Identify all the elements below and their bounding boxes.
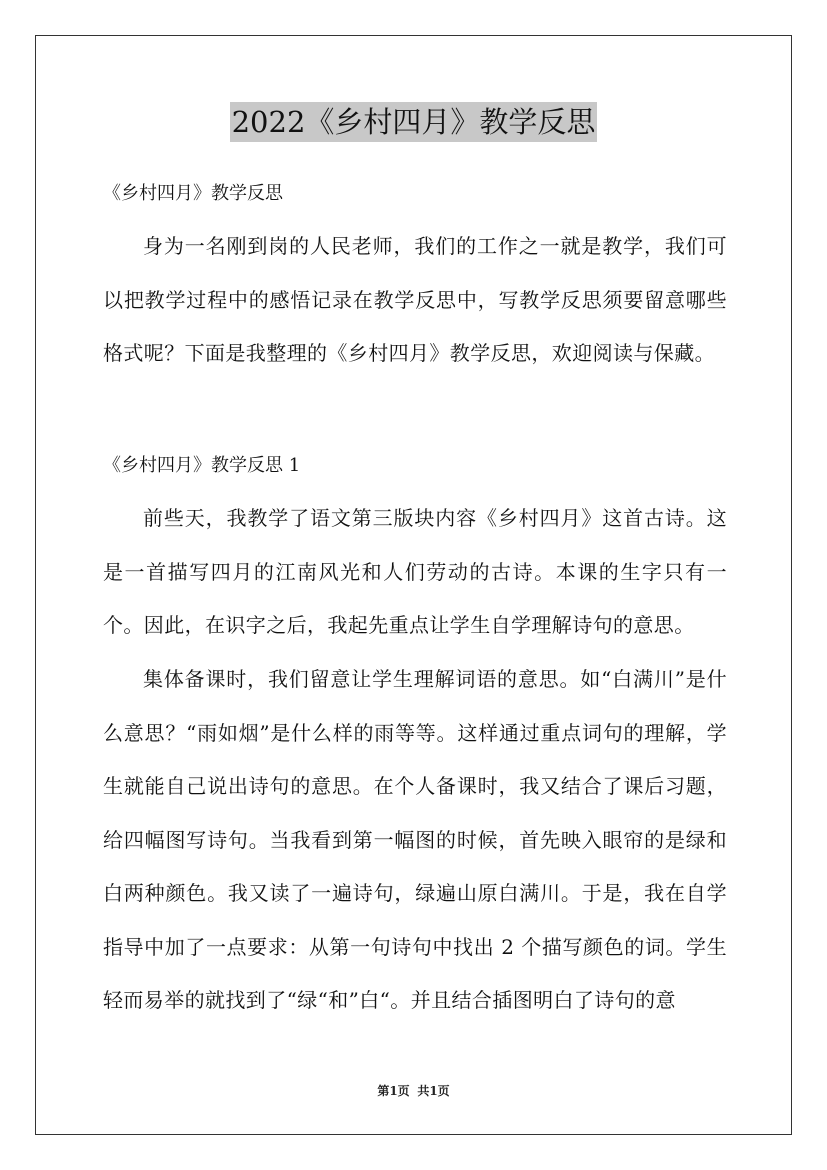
section-heading: 《乡村四月》教学反思 1 [103,455,301,476]
document-title: 2022《乡村四月》教学反思 [230,102,598,142]
title-wrap [0,102,827,142]
intro-paragraph: 身为一名刚到岗的人民老师，我们的工作之一就是教学，我们可以把教学过程中的感悟记录在教学反思中，写教学反思须要留意哪些格式呢？下面是我整理的《乡村四月》教学反思，欢迎阅读与保藏。 [103,234,727,365]
body-paragraph-1: 前些天，我教学了语文第三版块内容《乡村四月》这首古诗。这是一首描写四月的江南风光和人们劳动的古诗。本课的生字只有一个。因此，在识字之后，我起先重点让学生自学理解诗句的意思。 [103,506,727,637]
page-footer [0,1082,827,1100]
body-paragraph-2: 集体备课时，我们留意让学生理解词语的意思。如“白满川”是什么意思？“雨如烟”是什么样的雨等等。这样通过重点词句的理解，学生就能自己说出诗句的意思。在个人备课时，我又结合了课后习题，给四幅图写诗句。当我看到第一幅图的时候，首先映入眼帘的是绿和白两种颜色。我又读了一遍诗句，绿遍山原白满川。于是，我在自学指导中加了一点要求：从第一句诗句中找出 2 个描写颜色的词。学生轻而易举的就找到了“绿“和”白“。并且结合插图明白了诗句的意 [103,667,727,1012]
page-total: 共1页 [417,1084,450,1098]
intro-heading: 《乡村四月》教学反思 [103,183,283,204]
page-number: 第1页 [377,1084,410,1098]
